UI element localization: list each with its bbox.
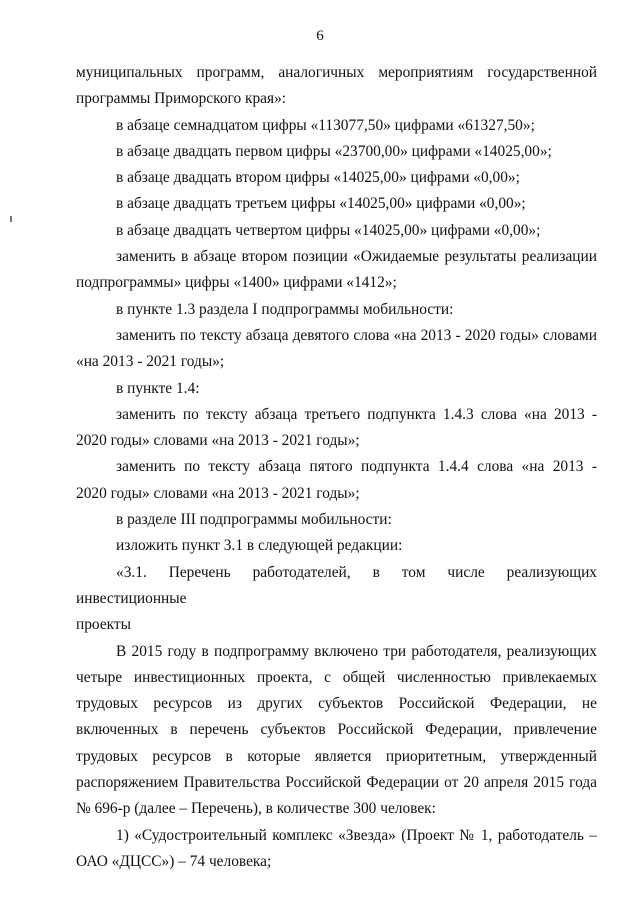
text-line: в абзаце двадцать третьем цифры «14025,00» цифрами «0,00»; [116, 195, 526, 213]
paragraph [76, 297, 597, 323]
paragraph [76, 139, 597, 165]
paragraph [76, 191, 597, 217]
text-line: 2020 годы» словами «на 2013 - 2021 годы»; [76, 484, 360, 502]
page-number: 6 [316, 28, 324, 44]
paragraph [76, 454, 597, 507]
text-line: муниципальных программ, аналогичных мероприятиям государственной [76, 64, 597, 81]
paragraph [76, 560, 597, 639]
document-body [76, 60, 597, 875]
text-line: «на 2013 - 2021 годы»; [76, 353, 225, 371]
paragraph [76, 60, 597, 113]
text-line: проекты [76, 616, 131, 634]
text-line: включенных в перечень субъектов Российской Федерации, привлечение [76, 721, 597, 739]
paragraph [76, 165, 597, 191]
text-line: трудовых ресурсов в которые является приоритетным, утвержденный [76, 747, 597, 765]
text-line: в абзаце семнадцатом цифры «113077,50» цифрами «61327,50»; [116, 116, 535, 134]
text-line: в абзаце двадцать втором цифры «14025,00» цифрами «0,00»; [116, 169, 520, 187]
text-line: в пункте 1.4: [116, 379, 200, 397]
text-line: в разделе III подпрограммы мобильности: [116, 511, 392, 529]
text-line: в пункте 1.3 раздела I подпрограммы мобильности: [116, 300, 454, 318]
text-line: 1) «Судостроительный комплекс «Звезда» (Проект № 1, работодатель – [116, 826, 597, 844]
paragraph [76, 323, 597, 376]
text-line: в абзаце двадцать четвертом цифры «14025,00» цифрами «0,00»; [116, 221, 541, 239]
paragraph [76, 113, 597, 139]
text-line: четыре инвестиционных проекта, с общей численностью привлекаемых [76, 668, 597, 686]
paragraph [76, 639, 597, 823]
paragraph [76, 507, 597, 533]
text-line: подпрограммы» цифры «1400» цифрами «1412»; [76, 274, 397, 292]
margin-mark [10, 216, 12, 222]
text-line: «3.1. Перечень работодателей, в том числе реализующих инвестиционные [76, 563, 597, 607]
paragraph [76, 244, 597, 297]
paragraph [76, 402, 597, 455]
paragraph [76, 376, 597, 402]
text-line: заменить по тексту абзаца пятого подпункта 1.4.4 слова «на 2013 - [116, 458, 597, 476]
text-line: заменить в абзаце втором позиции «Ожидаемые результаты реализации [116, 248, 597, 266]
text-line: в абзаце двадцать первом цифры «23700,00» цифрами «14025,00»; [116, 142, 552, 160]
paragraph [76, 533, 597, 559]
text-line: заменить по тексту абзаца третьего подпункта 1.4.3 слова «на 2013 - [116, 405, 597, 423]
paragraph [76, 218, 597, 244]
text-line: распоряжением Правительства Российской Федерации от 20 апреля 2015 года [76, 774, 597, 792]
text-line: изложить пункт 3.1 в следующей редакции: [116, 537, 403, 555]
text-line: № 696-р (далее – Перечень), в количестве 300 человек: [76, 800, 436, 818]
text-line: 2020 годы» словами «на 2013 - 2021 годы»; [76, 432, 360, 450]
text-line: трудовых ресурсов из других субъектов Российской Федерации, не [76, 695, 597, 713]
text-line: заменить по тексту абзаца девятого слова «на 2013 - 2020 годы» словами [116, 326, 597, 344]
text-line: В 2015 году в подпрограмму включено три работодателя, реализующих [116, 642, 597, 660]
text-line: ОАО «ДЦСС») – 74 человека; [76, 852, 272, 870]
text-line: программы Приморского края»: [76, 90, 287, 108]
paragraph [76, 823, 597, 876]
